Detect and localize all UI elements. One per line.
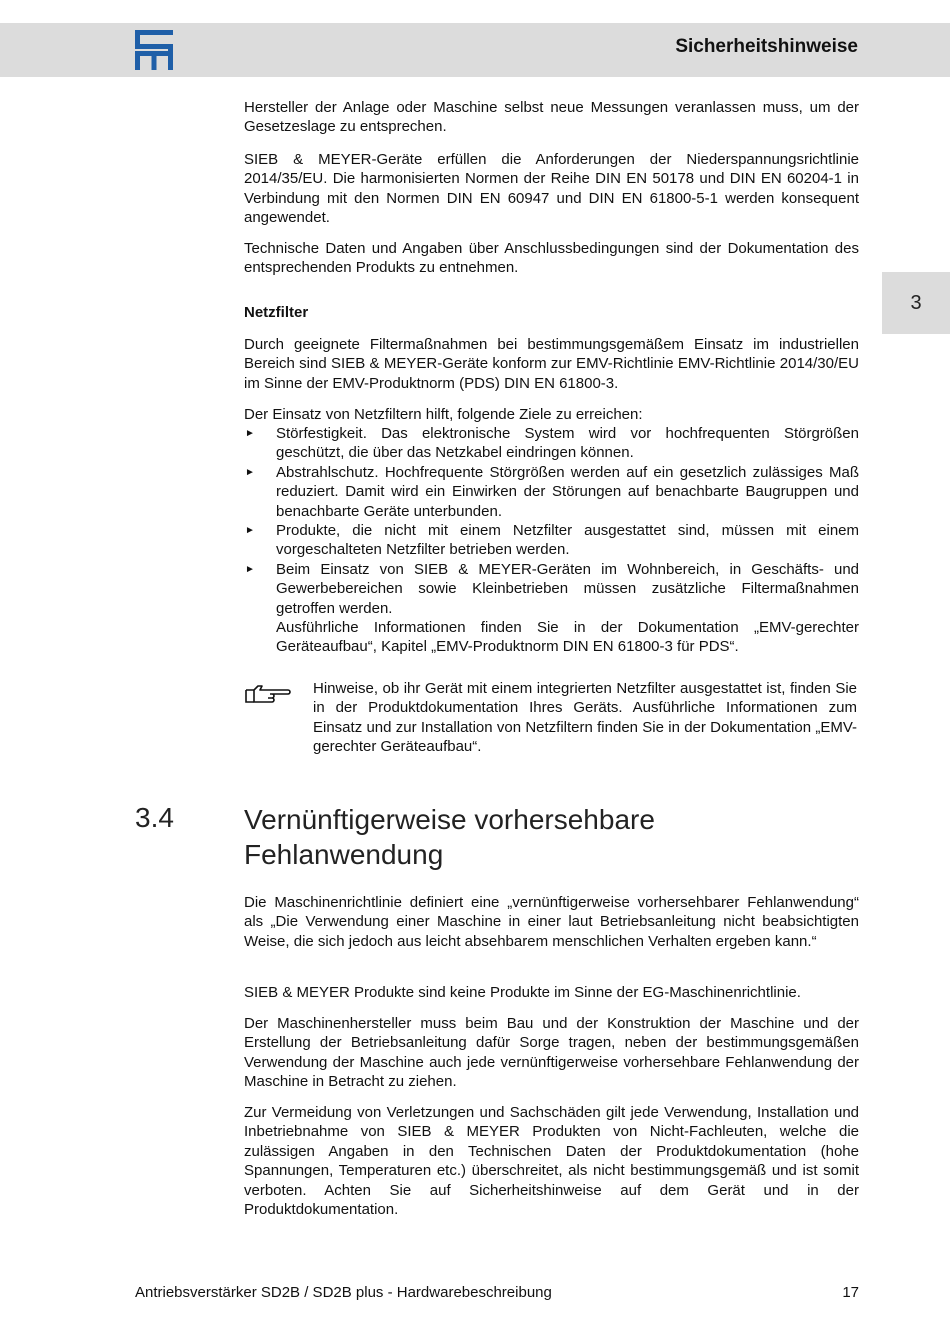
section-title-line: Fehlanwendung — [244, 839, 444, 870]
list-item — [244, 521, 859, 560]
section-title-line: Vernünftigerweise vorhersehbare — [244, 804, 655, 835]
paragraph: Durch geeignete Filtermaßnahmen bei bestimmungsgemäßem Einsatz im industriellen Bereich sind SIEB & MEYER-Geräte konform zur EMV-Richtlinie EMV-Richtlinie 2014/30/EU im Sinne der EMV-Produktnorm (PDS) DIN EN 61800-3. — [244, 336, 859, 392]
paragraph: Der Einsatz von Netzfiltern hilft, folgende Ziele zu erreichen: — [244, 406, 643, 423]
paragraph: Die Maschinenrichtlinie definiert eine „vernünftigerweise vorhersehbarer Fehlanwendung“ als „Die Verwendung einer Maschine in einer laut Betriebsanleitung nicht beabsichtigten Weise, die sich jedoch aus leicht absehbarem menschlichen Verhalten ergeben kann.“ — [244, 894, 859, 950]
list-item — [244, 424, 859, 463]
section-number: 3.4 — [135, 802, 174, 833]
list-item — [244, 463, 859, 521]
company-logo-icon — [135, 30, 173, 70]
triangle-bullet-icon: ► — [245, 563, 255, 575]
triangle-bullet-icon: ► — [245, 466, 255, 478]
header-title: Sicherheitshinweise — [675, 36, 858, 57]
triangle-bullet-icon: ► — [245, 525, 255, 537]
paragraph: Technische Daten und Angaben über Anschlussbedingungen sind der Dokumentation des entsprechenden Produkts zu entnehmen. — [244, 240, 859, 277]
paragraph: Hersteller der Anlage oder Maschine selbst neue Messungen veranlassen muss, um der Gesetzeslage zu entsprechen. — [244, 99, 859, 136]
bullet-list — [244, 424, 859, 657]
list-item-continuation: Ausführliche Informationen finden Sie in der Dokumentation „EMV-gerechter Geräteaufbau“, Kapitel „EMV-Produktnorm DIN EN 61800-3 für PDS“. — [276, 619, 859, 656]
paragraph: Zur Vermeidung von Verletzungen und Sachschäden gilt jede Verwendung, Installation und Inbetriebnahme von SIEB & MEYER Produkten von Nicht-Fachleuten, welche die zulässigen Angaben in den Technischen Daten der Produktdokumentation (hohe Spannungen, Temperaturen etc.) überschreitet, als nicht bestimmungsgemäß und ist somit verboten. Achten Sie auf Sicherheitshinweise auf dem Gerät und in der Produktdokumentation. — [244, 1104, 859, 1219]
paragraph: Der Maschinenhersteller muss beim Bau und der Konstruktion der Maschine und der Erstellung der Betriebsanleitung dafür Sorge tragen, neben der bestimmungsgemäßen Verwendung der Maschine auch jede vernünftigerweise vorhersehbare Fehlanwendung der Maschine in Betracht zu ziehen. — [244, 1015, 859, 1091]
footer-document-title: Antriebsverstärker SD2B / SD2B plus - Hardwarebeschreibung — [135, 1284, 552, 1301]
list-item-text: Produkte, die nicht mit einem Netzfilter ausgestattet sind, müssen mit einem vorgeschalteten Netzfilter betrieben werden. — [276, 522, 859, 559]
paragraph: SIEB & MEYER Produkte sind keine Produkte im Sinne der EG-Maschinenrichtlinie. — [244, 984, 801, 1001]
note-text: Hinweise, ob ihr Gerät mit einem integrierten Netzfilter ausgestattet ist, finden Sie in der Produktdokumentation Ihres Geräts. Ausführliche Informationen zum Einsatz und zur Installation von Netzfiltern finden Sie in der Dokumentation „EMV-gerechter Geräteaufbau“. — [313, 680, 857, 756]
section-title — [244, 802, 854, 872]
netzfilter-heading: Netzfilter — [244, 304, 309, 321]
list-item — [244, 560, 859, 657]
page-number: 17 — [842, 1284, 859, 1301]
list-item-text: Beim Einsatz von SIEB & MEYER-Geräten im Wohnbereich, in Geschäfts- und Gewerbebereichen sowie Kleinbetrieben müssen zusätzliche Filtermaßnahmen getroffen werden. — [276, 560, 859, 617]
list-item-text: Abstrahlschutz. Hochfrequente Störgrößen werden auf ein gesetzlich zulässiges Maß reduziert. Damit wird ein Einwirken der Störungen auf benachbarte Baugruppen und benachbarte Geräte unterbunden. — [276, 463, 859, 520]
chapter-tab: 3 — [882, 272, 950, 334]
pointing-hand-icon — [244, 682, 292, 706]
triangle-bullet-icon: ► — [245, 428, 255, 439]
list-item-text: Störfestigkeit. Das elektronische System wird vor hochfrequenten Störgrößen geschützt, die über das Netzkabel eindringen können. — [276, 425, 859, 462]
paragraph: SIEB & MEYER-Geräte erfüllen die Anforderungen der Niederspannungsrichtlinie 2014/35/EU. Die harmonisierten Normen der Reihe DIN EN 50178 und DIN EN 60204-1 in Verbindung mit den Normen DIN EN 60947 und DIN EN 61800-5-1 werden konsequent angewendet. — [244, 151, 859, 227]
